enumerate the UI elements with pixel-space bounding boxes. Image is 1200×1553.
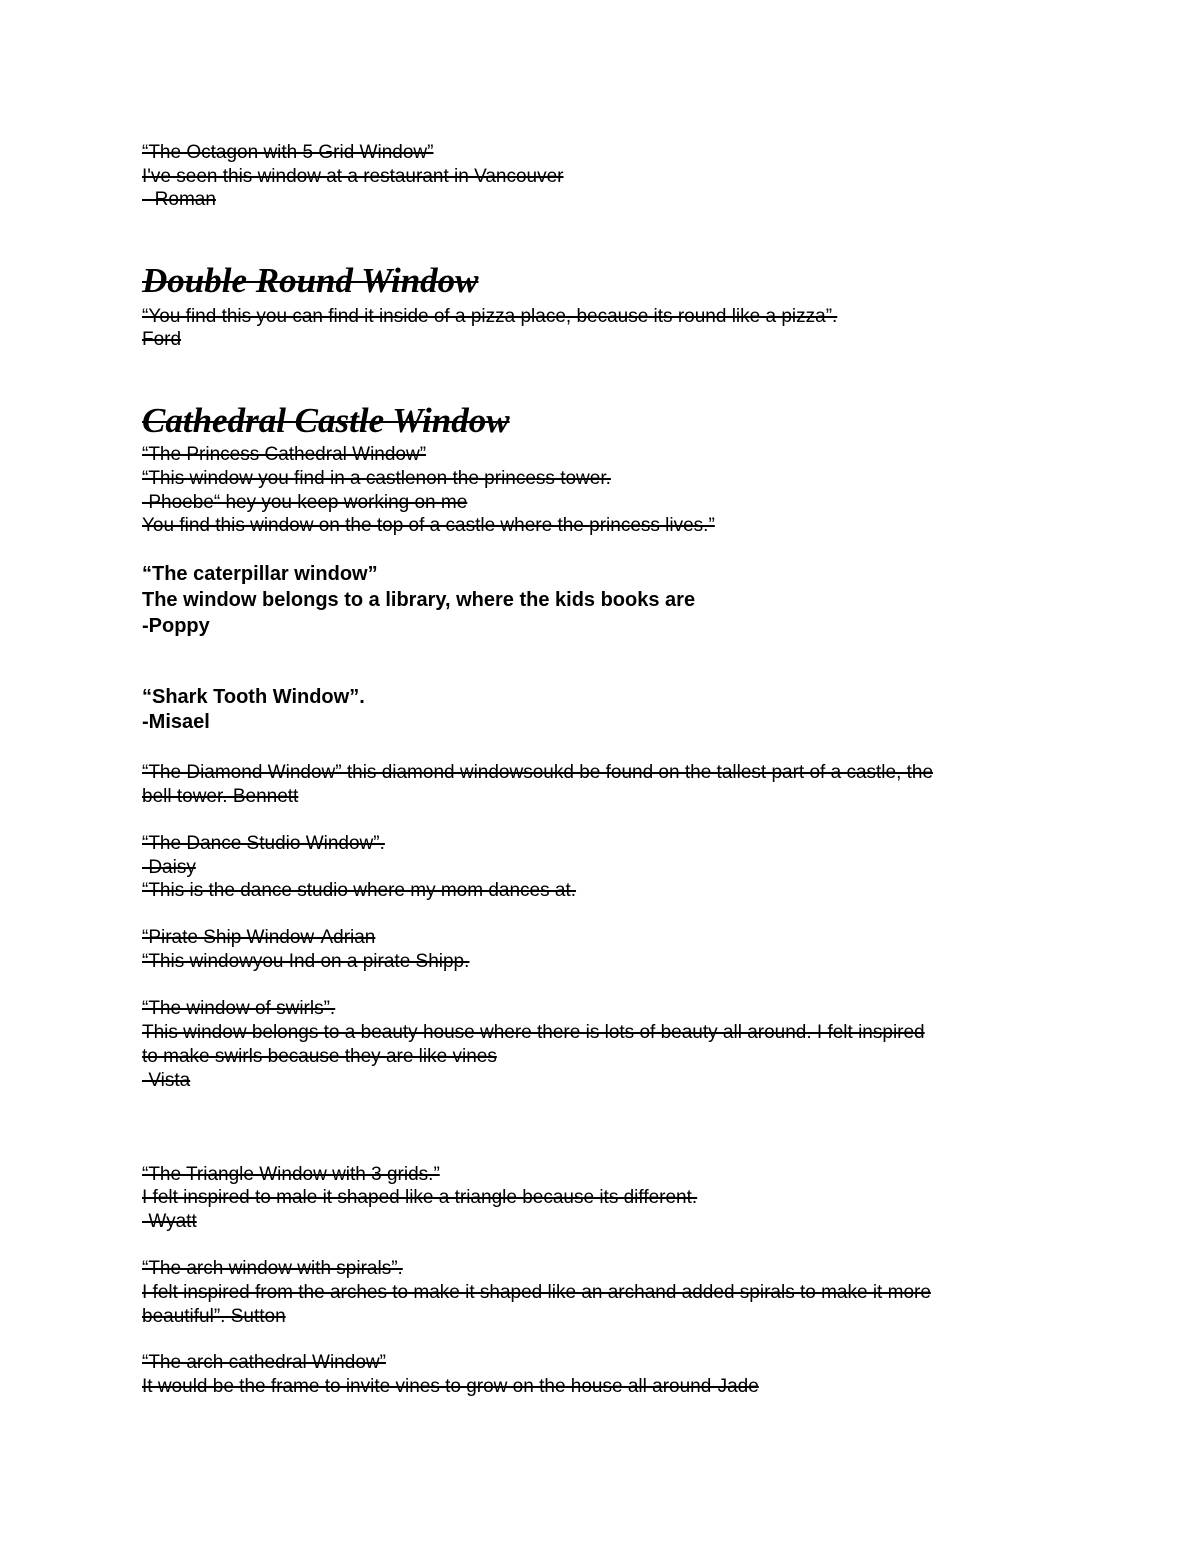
caterpillar-author: -Poppy bbox=[142, 615, 210, 637]
double-round-author: Ford bbox=[142, 329, 182, 350]
swirls-author: -Vista bbox=[142, 1070, 191, 1091]
shark-tooth-title: “Shark Tooth Window”. bbox=[142, 686, 365, 708]
pirate-ship-title: “Pirate Ship Window-Adrian bbox=[142, 927, 376, 948]
diamond-line-2: bell tower. Bennett bbox=[142, 786, 299, 807]
cathedral-castle-line-1: “The Princess Cathedral Window” bbox=[142, 444, 427, 465]
triangle-title: “The Triangle Window with 3 grids.” bbox=[142, 1164, 440, 1185]
arch-cathedral-description: It would be the frame to invite vines to grow on the house all around-Jade bbox=[142, 1376, 759, 1397]
triangle-description: I felt inspired to male it shaped like a triangle because its different. bbox=[142, 1187, 698, 1208]
shark-tooth-author: -Misael bbox=[142, 711, 210, 733]
swirls-line-1: This window belongs to a beauty house where there is lots of beauty all around. I felt inspired bbox=[142, 1022, 925, 1043]
octagon-description: I've seen this window at a restaurant in Vancouver bbox=[142, 166, 564, 187]
cathedral-castle-line-2: “This window you find in a castlenon the princess tower. bbox=[142, 468, 611, 489]
arch-spirals-line-2: beautiful”. Sutton bbox=[142, 1306, 286, 1327]
cathedral-castle-line-4: You find this window on the top of a castle where the princess lives.” bbox=[142, 515, 715, 536]
swirls-title: “The window of swirls”. bbox=[142, 998, 336, 1019]
dance-studio-description: “This is the dance studio where my mom dances at. bbox=[142, 880, 577, 901]
swirls-line-2: to make swirls because they are like vines bbox=[142, 1046, 497, 1067]
caterpillar-description: The window belongs to a library, where the kids books are bbox=[142, 589, 696, 611]
arch-spirals-title: “The arch window with spirals”. bbox=[142, 1258, 403, 1279]
pirate-ship-description: “This windowyou Ind on a pirate Shipp. bbox=[142, 951, 470, 972]
arch-spirals-line-1: I felt inspired from the arches to make it shaped like an archand added spirals to make it more bbox=[142, 1282, 931, 1303]
arch-cathedral-title: “The arch cathedral Window” bbox=[142, 1352, 386, 1373]
double-round-heading: Double Round Window bbox=[142, 261, 479, 300]
caterpillar-title: “The caterpillar window” bbox=[142, 563, 378, 585]
triangle-author: -Wyatt bbox=[142, 1211, 197, 1232]
dance-studio-author: -Daisy bbox=[142, 857, 196, 878]
double-round-description: “You find this you can find it inside of a pizza place, because its round like a pizza”. bbox=[142, 306, 838, 327]
cathedral-castle-line-3: -Phoebe“ hey you keep working on me bbox=[142, 492, 468, 513]
cathedral-castle-heading: Cathedral Castle Window bbox=[142, 401, 510, 440]
octagon-title: “The Octagon with 5 Grid Window” bbox=[142, 142, 434, 163]
dance-studio-title: “The Dance Studio Window”. bbox=[142, 833, 385, 854]
diamond-line-1: “The Diamond Window” this diamond windowsoukd be found on the tallest part of a castle, the bbox=[142, 762, 934, 783]
octagon-author: --Roman bbox=[142, 189, 216, 210]
